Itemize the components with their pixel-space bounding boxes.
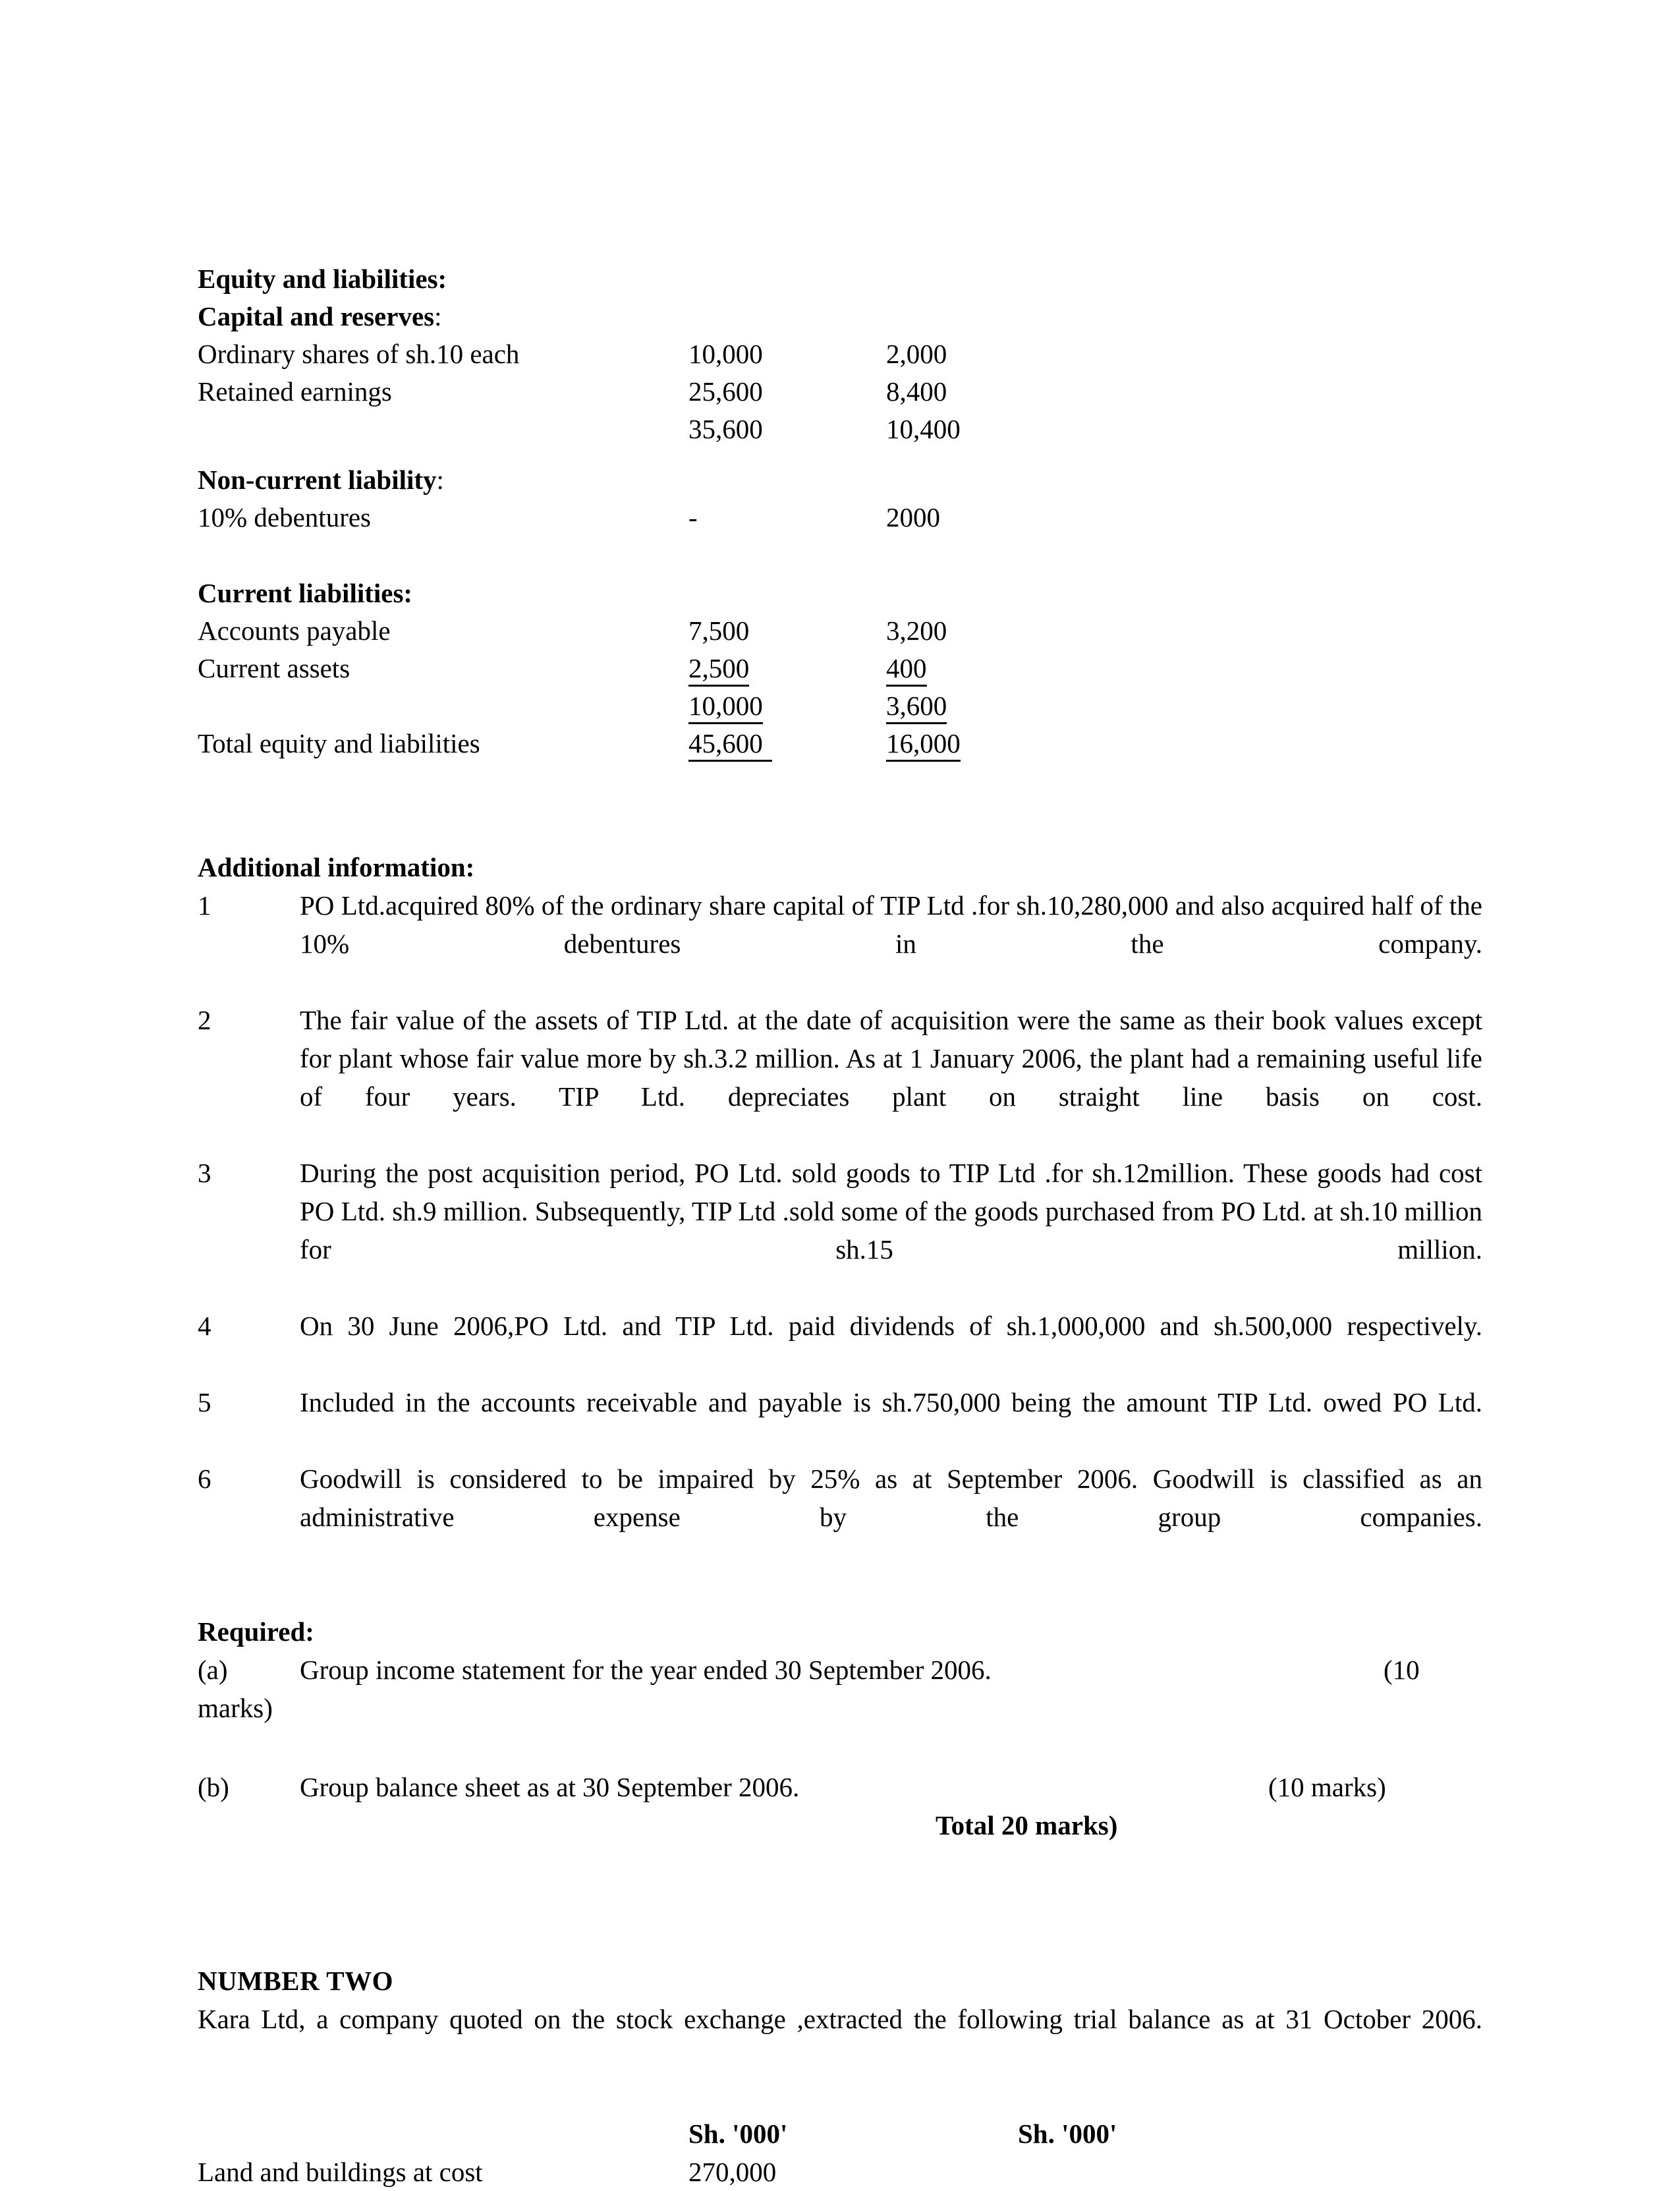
row-value-b: 10,400 xyxy=(886,414,961,444)
noncurrent-liability-heading-colon: : xyxy=(436,465,444,495)
trial-balance-header-b: Sh. '000' xyxy=(1018,2119,1117,2149)
current-liabilities-heading-row xyxy=(198,575,1153,612)
required-item-a-marks-line1: (10 xyxy=(1384,1655,1420,1685)
list-item-text: Included in the accounts receivable and payable is sh.750,000 being the amount TIP Ltd. owed PO Ltd. xyxy=(300,1387,1482,1417)
list-item-number: 1 xyxy=(198,890,211,921)
spacer xyxy=(198,1844,1482,1923)
list-item-text: During the post acquisition period, PO Ltd. sold goods to TIP Ltd .for sh.12million. These goods had cost PO Ltd. sh.9 million. Subsequently, TIP Ltd .sold some of the goods purchased from PO Ltd. at sh.10 million for sh.15 million. xyxy=(300,1158,1482,1265)
table-row-total xyxy=(198,725,1153,762)
table-row xyxy=(198,612,1153,650)
row-label xyxy=(198,687,688,725)
row-label: 10% debentures xyxy=(198,502,371,532)
list-item xyxy=(198,1307,1482,1383)
row-value-b: 2,000 xyxy=(886,339,947,369)
row-label: Retained earnings xyxy=(198,376,392,407)
required-item-b-tag: (b) xyxy=(198,1772,229,1802)
current-liabilities-heading: Current liabilities: xyxy=(198,578,413,608)
row-value-b: 8,400 xyxy=(886,376,947,407)
list-item-number: 6 xyxy=(198,1464,211,1494)
row-label: Land and buildings at cost xyxy=(198,2157,483,2187)
table-row xyxy=(198,335,1153,373)
row-label: Accounts payable xyxy=(198,615,391,646)
row-value-b: 3,200 xyxy=(886,615,947,646)
trial-balance-header-a: Sh. '000' xyxy=(688,2119,788,2149)
capital-reserves-heading xyxy=(198,298,1153,335)
spacer xyxy=(198,1727,1482,1768)
number-two-intro: Kara Ltd, a company quoted on the stock exchange ,extracted the following trial balance as at 31 October 2006. xyxy=(198,2004,1482,2034)
spacer xyxy=(198,2076,1482,2115)
total-marks: Total 20 marks) xyxy=(936,1810,1118,1840)
list-item xyxy=(198,1383,1482,1460)
equity-liabilities-heading-row xyxy=(198,260,1153,298)
list-item xyxy=(198,1001,1482,1154)
spacer xyxy=(198,1923,1482,1962)
row-value-b-text: 400 xyxy=(886,652,927,687)
spacer xyxy=(198,1574,1482,1612)
row-value-a: 35,600 xyxy=(688,414,763,444)
additional-information-list xyxy=(198,886,1482,1574)
row-value-a: - xyxy=(688,502,698,532)
capital-reserves-heading-text: Capital and reserves xyxy=(198,301,435,331)
list-item-text: On 30 June 2006,PO Ltd. and TIP Ltd. paid dividends of sh.1,000,000 and sh.500,000 respectively. xyxy=(300,1311,1482,1341)
table-row-debentures xyxy=(198,499,1153,536)
number-two-section xyxy=(198,1962,1482,2191)
row-value-a xyxy=(688,650,886,687)
list-item xyxy=(198,886,1482,1001)
balance-sheet-section xyxy=(198,260,1482,762)
row-value-a-text: 2,500 xyxy=(688,652,749,687)
row-value-b-text: 16,000 xyxy=(886,727,961,762)
row-value-a-text: 45,600 xyxy=(688,727,772,762)
table-row xyxy=(198,2153,1153,2191)
row-value-a xyxy=(688,725,886,762)
list-item-text: PO Ltd.acquired 80% of the ordinary share capital of TIP Ltd .for sh.10,280,000 and also acquired half of the 10% debentures in the company. xyxy=(300,890,1482,959)
row-label: Current assets xyxy=(198,653,350,683)
trial-balance-header-label xyxy=(198,2115,688,2153)
row-value-b xyxy=(886,687,1153,725)
required-item-a-text: Group income statement for the year ended 30 September 2006. xyxy=(300,1655,992,1685)
row-value-a: 7,500 xyxy=(688,615,750,646)
row-value-b-text: 3,600 xyxy=(886,689,947,724)
table-row xyxy=(198,411,1153,448)
spacer xyxy=(198,536,1153,575)
row-value-b xyxy=(886,725,1153,762)
table-row xyxy=(198,650,1153,687)
table-row xyxy=(198,687,1153,725)
required-item-b-marks: (10 marks) xyxy=(1268,1772,1386,1802)
row-value-a: 25,600 xyxy=(688,376,763,407)
required-item-a-marks-line2: marks) xyxy=(198,1693,273,1723)
row-value-b xyxy=(1018,2153,1153,2191)
spacer xyxy=(198,448,1153,461)
list-item xyxy=(198,1460,1482,1574)
balance-sheet-table xyxy=(198,260,1153,762)
capital-reserves-heading-row xyxy=(198,298,1153,335)
list-item-number: 3 xyxy=(198,1158,211,1188)
row-label: Ordinary shares of sh.10 each xyxy=(198,339,520,369)
equity-liabilities-heading: Equity and liabilities: xyxy=(198,264,447,294)
row-label xyxy=(198,411,688,448)
row-value-a-text: 10,000 xyxy=(688,689,763,724)
spacer xyxy=(198,762,1482,848)
list-item-number: 4 xyxy=(198,1311,211,1341)
required-item-a-tag: (a) xyxy=(198,1655,228,1685)
required-title: Required: xyxy=(198,1616,314,1647)
list-item-text: The fair value of the assets of TIP Ltd. at the date of acquisition were the same as their book values except for plant whose fair value more by sh.3.2 million. As at 1 January 2006, the plant had a remaining useful life of four years. TIP Ltd. depreciates plant on straight line basis on cost. xyxy=(300,1005,1482,1112)
capital-reserves-heading-colon: : xyxy=(434,301,442,331)
list-item-number: 2 xyxy=(198,1005,211,1035)
row-label: Total equity and liabilities xyxy=(198,728,480,758)
number-two-title: NUMBER TWO xyxy=(198,1966,393,1996)
row-value-a: 10,000 xyxy=(688,339,763,369)
noncurrent-liability-heading-text: Non-current liability xyxy=(198,465,437,495)
table-row xyxy=(198,373,1153,411)
row-value-b xyxy=(886,650,1153,687)
required-item-a xyxy=(198,1651,1482,1689)
row-value-a xyxy=(688,687,886,725)
row-value-b: 2000 xyxy=(886,502,940,532)
row-value-a: 270,000 xyxy=(688,2157,777,2187)
noncurrent-liability-heading-row xyxy=(198,461,1153,499)
trial-balance-header-row xyxy=(198,2115,1153,2153)
list-item xyxy=(198,1154,1482,1307)
required-item-b-text: Group balance sheet as at 30 September 2006. xyxy=(300,1772,800,1802)
list-item-number: 5 xyxy=(198,1387,211,1417)
additional-information-section xyxy=(198,848,1482,1574)
trial-balance-table xyxy=(198,2115,1153,2191)
list-item-text: Goodwill is considered to be impaired by 25% as at September 2006. Goodwill is classified as an administrative expense by the group companies. xyxy=(300,1464,1482,1532)
required-item-b xyxy=(198,1768,1482,1806)
additional-information-title: Additional information: xyxy=(198,852,475,882)
noncurrent-liability-heading xyxy=(198,461,1153,499)
required-section xyxy=(198,1612,1482,1844)
